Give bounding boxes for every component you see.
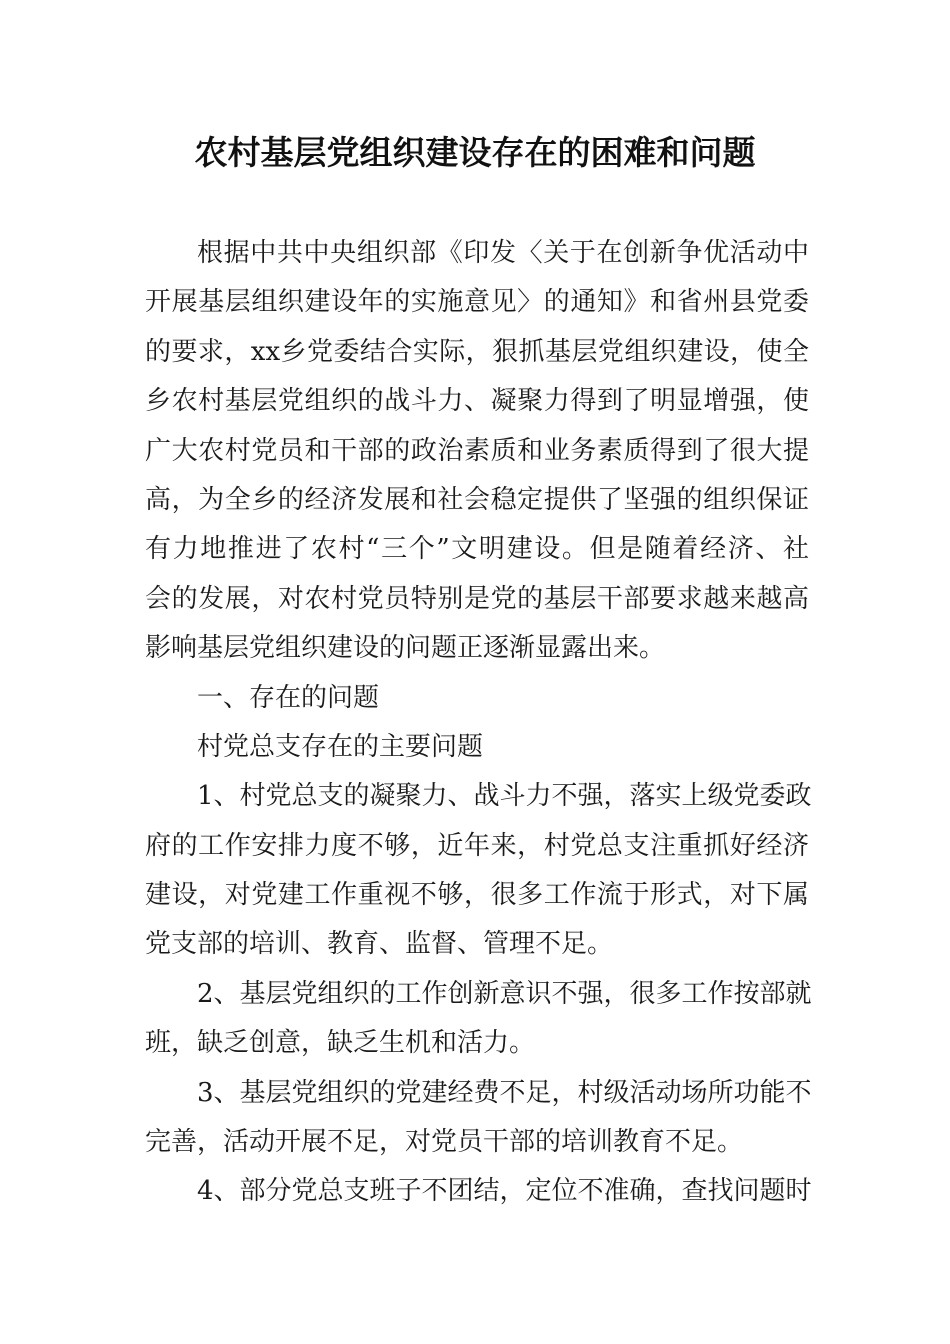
text-line: 班，缺乏创意，缺乏生机和活力。 <box>145 1028 536 1059</box>
subsection-heading: 村党总支存在的主要问题 <box>197 731 484 762</box>
section-heading: 一、存在的问题 <box>197 682 380 713</box>
document-body <box>145 229 812 1217</box>
text-line: 会的发展，对农村党员特别是党的基层干部要求越来越高 <box>145 583 809 614</box>
text-line: 广大农村党员和干部的政治素质和业务素质得到了很大提 <box>145 435 809 466</box>
text-line: 2、基层党组织的工作创新意识不强，很多工作按部就 <box>197 978 812 1009</box>
text-line: 影响基层党组织建设的问题正逐渐显露出来。 <box>145 633 666 664</box>
text-line: 府的工作安排力度不够，近年来，村党总支注重抓好经济 <box>145 830 809 861</box>
text-line: 4、部分党总支班子不团结，定位不准确，查找问题时 <box>197 1176 812 1207</box>
document-title: 农村基层党组织建设存在的困难和问题 <box>194 133 756 172</box>
text-line: 3、基层党组织的党建经费不足，村级活动场所功能不 <box>197 1077 812 1108</box>
text-line: 根据中共中央组织部《印发〈关于在创新争优活动中 <box>197 238 809 268</box>
text-line: 党支部的培训、教育、监督、管理不足。 <box>145 929 614 960</box>
text-line: 开展基层组织建设年的实施意见〉的通知》和省州县党委 <box>145 287 809 318</box>
text-line: 高，为全乡的经济发展和社会稳定提供了坚强的组织保证 <box>145 484 809 515</box>
text-line: 有力地推进了农村“三个”文明建设。但是随着经济、社 <box>145 534 809 565</box>
text-line: 建设，对党建工作重视不够，很多工作流于形式，对下属 <box>145 880 809 911</box>
text-line: 完善，活动开展不足，对党员干部的培训教育不足。 <box>145 1127 744 1158</box>
text-line: 1、村党总支的凝聚力、战斗力不强，落实上级党委政 <box>197 781 812 812</box>
text-line: 乡农村基层党组织的战斗力、凝聚力得到了明显增强，使 <box>145 386 809 417</box>
text-line: 的要求，xx乡党委结合实际，狠抓基层党组织建设，使全 <box>145 336 809 367</box>
